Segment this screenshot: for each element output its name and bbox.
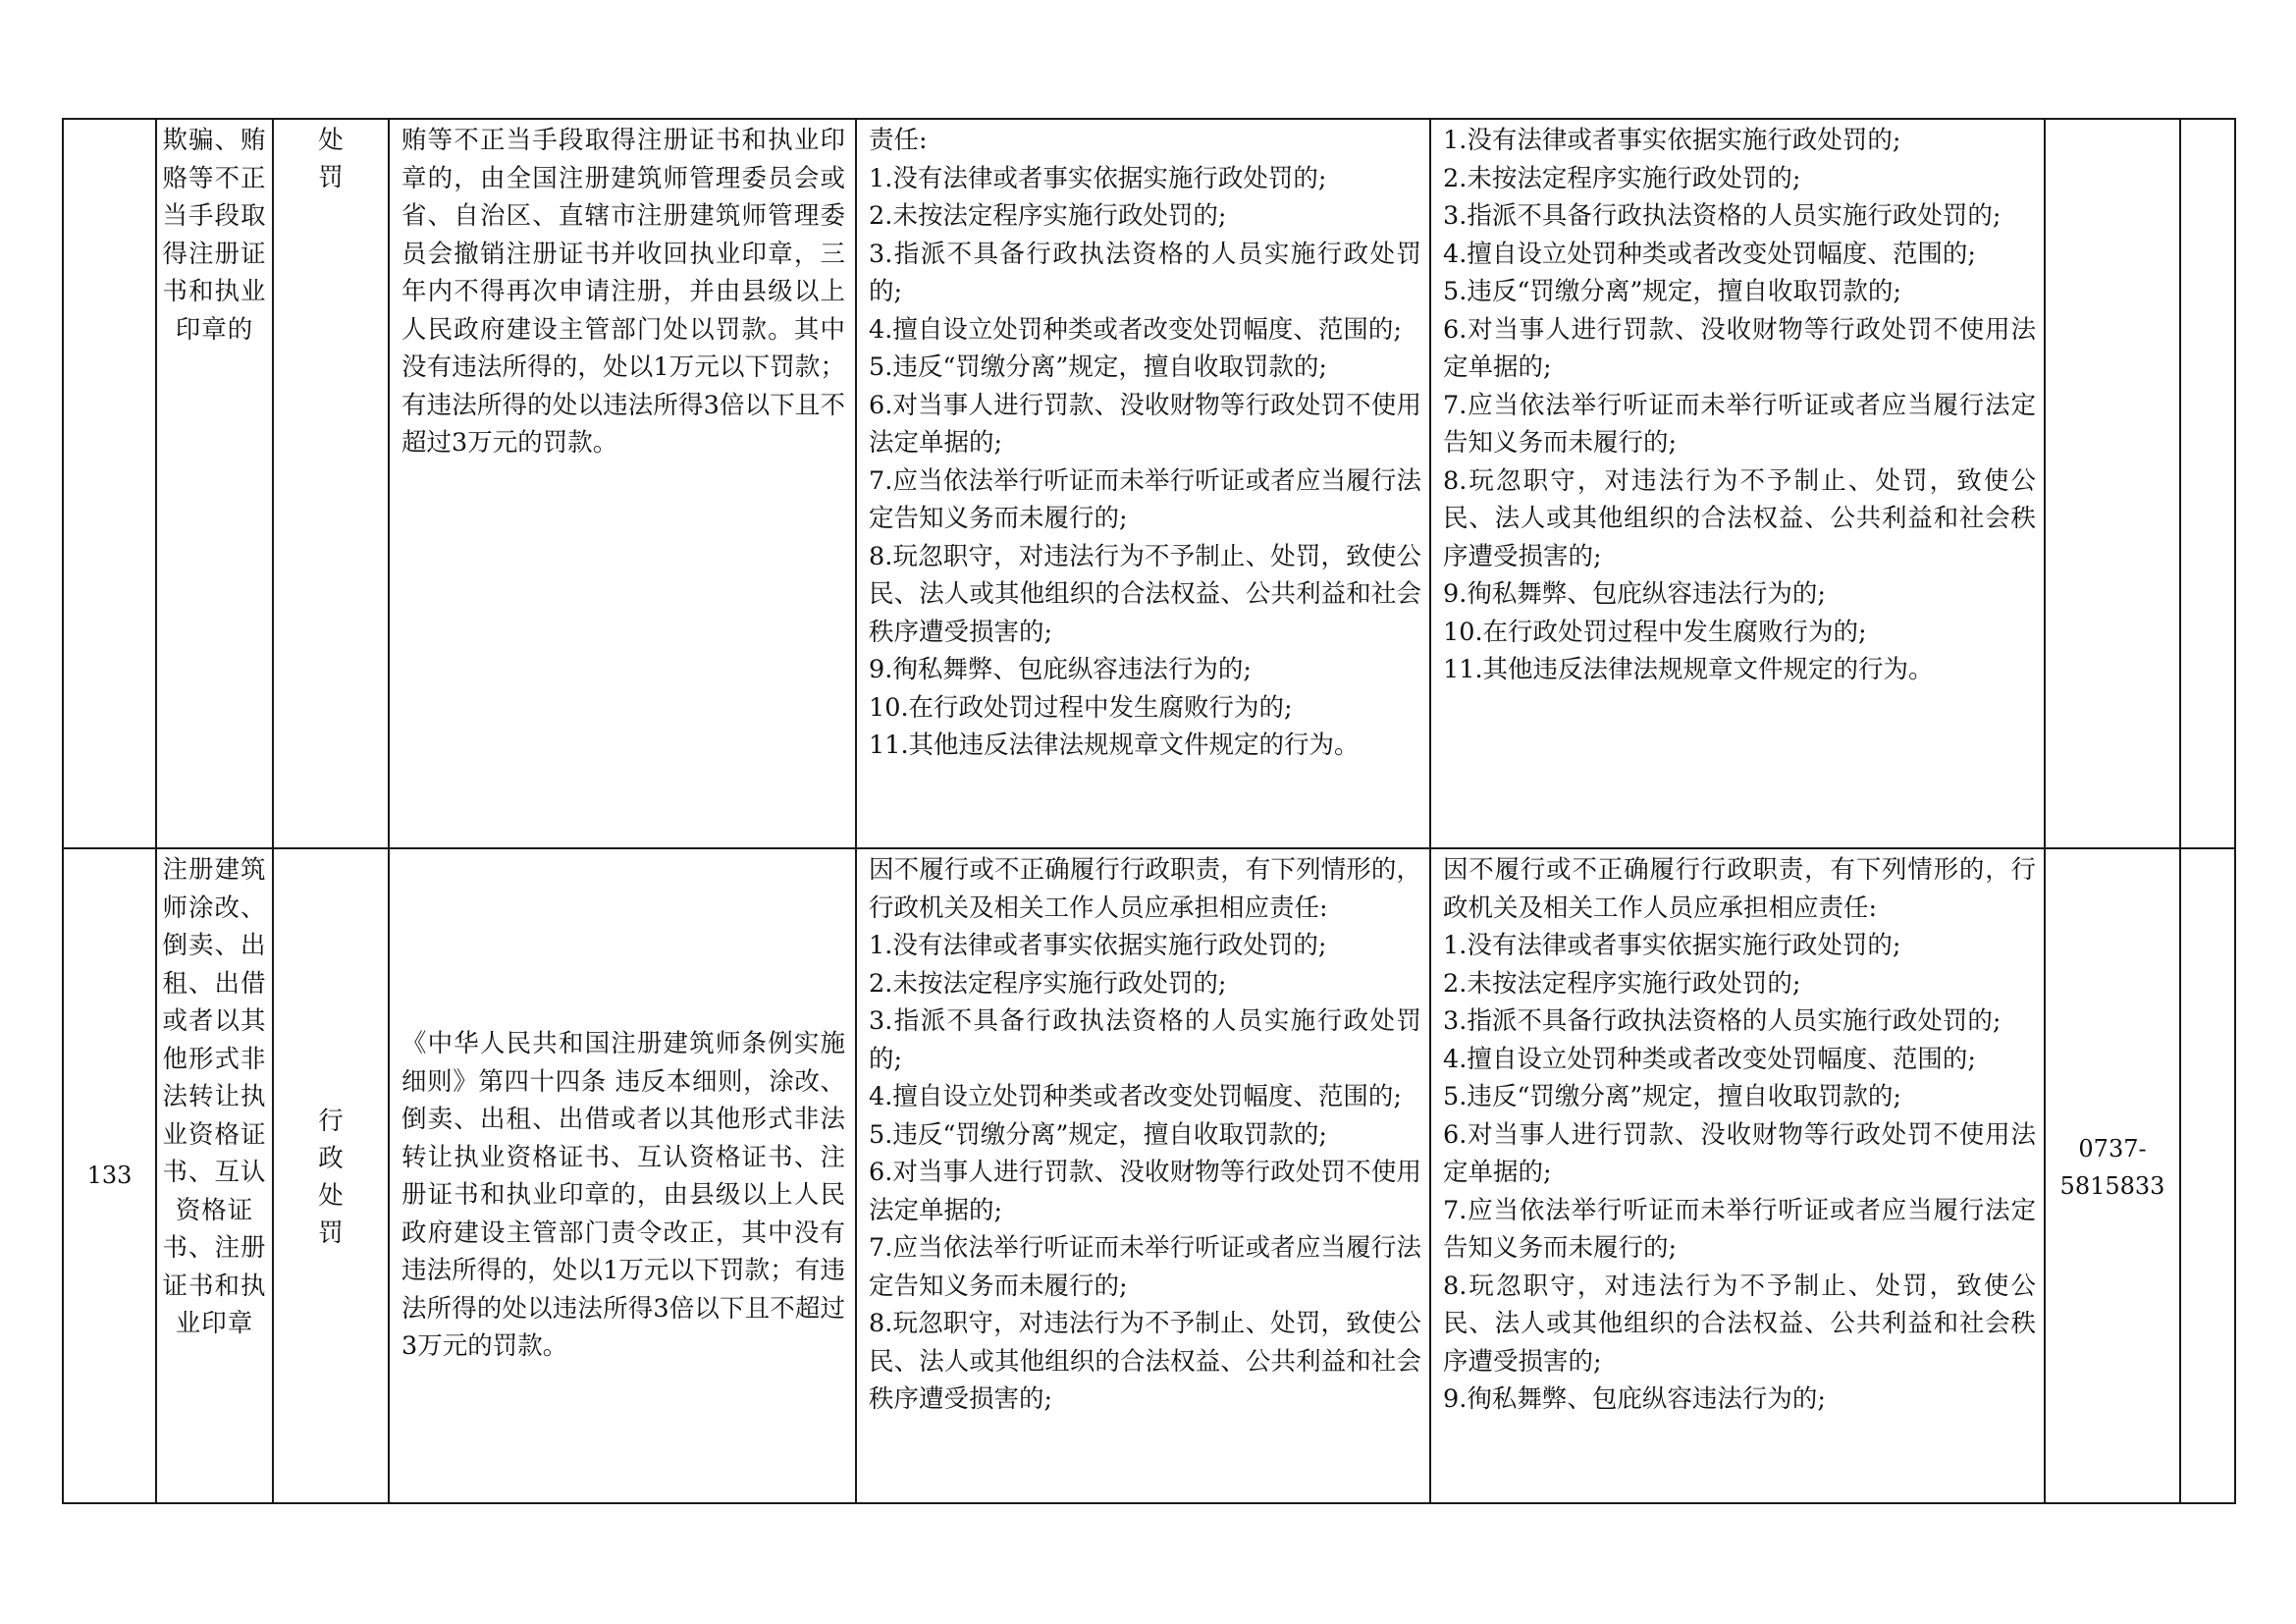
responsibility-line: 7.应当依法举行听证而未举行听证或者应当履行法定告知义务而未履行的; — [1443, 390, 2036, 458]
legal-basis: 贿等不正当手段取得注册证书和执业印章的，由全国注册建筑师管理委员会或省、自治区、直辖市注册建筑师管理委员会撤销注册证书并收回执业印章，三年内不得再次申请注册，并由县级以上人民政府建设主管部门处以罚款。其中没有违法所得的，处以1万元以下罚款；有违法所得的处以违法所得3倍以下且不超过3万元的罚款。 — [389, 119, 856, 848]
item-name-text: 注册建筑师涂改、倒卖、出租、出借或者以其他形式非法转让执业资格证书、互认资格证书、注册证书和执业印章 — [162, 855, 267, 1338]
responsibility-line: 6.对当事人进行罚款、没收财物等行政处罚不使用法定单据的; — [869, 1158, 1421, 1225]
responsibility-line: 7.应当依法举行听证而未举行听证或者应当履行法定告知义务而未履行的; — [869, 465, 1421, 533]
responsibility-line: 6.对当事人进行罚款、没收财物等行政处罚不使用法定单据的; — [869, 390, 1421, 458]
responsibility-line: 5.违反“罚缴分离”规定，擅自收取罚款的; — [1443, 1082, 1901, 1111]
remarks-cell — [2180, 848, 2235, 1503]
responsibility-line: 3.指派不具备行政执法资格的人员实施行政处罚的; — [1443, 201, 2002, 231]
responsibility-line: 8.玩忽职守，对违法行为不予制止、处罚，致使公民、法人或其他组织的合法权益、公共利益和社会秩序遭受损害的; — [869, 1309, 1421, 1414]
power-list-table — [62, 118, 2236, 1504]
responsibility-line: 9.徇私舞弊、包庇纵容违法行为的; — [1443, 579, 1826, 609]
responsibility-line: 2.未按法定程序实施行政处罚的; — [869, 968, 1227, 999]
responsibility-line: 7.应当依法举行听证而未举行听证或者应当履行法定告知义务而未履行的; — [1443, 1195, 2036, 1263]
responsibility-line: 责任: — [869, 126, 928, 155]
responsibility-line: 11.其他违反法律法规规章文件规定的行为。 — [1443, 655, 1934, 684]
responsibility-line: 3.指派不具备行政执法资格的人员实施行政处罚的; — [869, 1006, 1421, 1074]
responsibility-line: 1.没有法律或者事实依据实施行政处罚的; — [1443, 126, 1901, 155]
responsibility-line: 10.在行政处罚过程中发生腐败行为的; — [869, 692, 1293, 723]
item-type-text: 处罚 — [318, 126, 344, 192]
responsibility-line: 6.对当事人进行罚款、没收财物等行政处罚不使用法定单据的; — [1443, 314, 2036, 382]
legal-basis: 《中华人民共和国注册建筑师条例实施细则》第四十四条 违反本细则，涂改、倒卖、出租、出借或者以其他形式非法转让执业资格证书、互认资格证书、注册证书和执业印章的，由县级以上人民政府建设主管部门责令改正，其中没有违法所得的，处以1万元以下罚款；有违法所得的处以违法所得3倍以下且不超过3万元的罚款。 — [389, 848, 856, 1503]
item-type-text: 行政处罚 — [318, 1106, 344, 1248]
responsibility-line: 2.未按法定程序实施行政处罚的; — [1443, 968, 1801, 999]
responsibility-line: 2.未按法定程序实施行政处罚的; — [1443, 163, 1801, 193]
contact-phone: 0737-5815833 — [2045, 848, 2180, 1503]
table-row — [63, 119, 2235, 848]
responsibility-line: 7.应当依法举行听证而未举行听证或者应当履行法定告知义务而未履行的; — [869, 1233, 1421, 1301]
item-number: 133 — [63, 848, 156, 1503]
responsibility-list-b — [1430, 848, 2045, 1503]
responsibility-line: 10.在行政处罚过程中发生腐败行为的; — [1443, 617, 1867, 647]
responsibility-line: 1.没有法律或者事实依据实施行政处罚的; — [1443, 931, 1901, 960]
responsibility-line: 8.玩忽职守，对违法行为不予制止、处罚，致使公民、法人或其他组织的合法权益、公共利益和社会秩序遭受损害的; — [1443, 465, 2036, 571]
responsibility-line: 5.违反“罚缴分离”规定，擅自收取罚款的; — [869, 1119, 1327, 1150]
item-name-text: 欺骗、贿赂等不正当手段取得注册证书和执业印章的 — [162, 126, 267, 345]
contact-phone — [2045, 119, 2180, 848]
responsibility-line: 4.擅自设立处罚种类或者改变处罚幅度、范围的; — [869, 1082, 1402, 1111]
responsibility-line: 4.擅自设立处罚种类或者改变处罚幅度、范围的; — [1443, 239, 1976, 269]
responsibility-line: 1.没有法律或者事实依据实施行政处罚的; — [869, 931, 1327, 960]
remarks-cell — [2180, 119, 2235, 848]
responsibility-line: 3.指派不具备行政执法资格的人员实施行政处罚的; — [869, 239, 1421, 306]
responsibility-line: 4.擅自设立处罚种类或者改变处罚幅度、范围的; — [1443, 1044, 1976, 1074]
responsibility-line: 1.没有法律或者事实依据实施行政处罚的; — [869, 163, 1327, 193]
responsibility-list-a — [856, 848, 1430, 1503]
responsibility-line: 3.指派不具备行政执法资格的人员实施行政处罚的; — [1443, 1006, 2002, 1036]
responsibility-line: 8.玩忽职守，对违法行为不予制止、处罚，致使公民、法人或其他组织的合法权益、公共利益和社会秩序遭受损害的; — [869, 541, 1421, 647]
responsibility-line: 8.玩忽职守，对违法行为不予制止、处罚，致使公民、法人或其他组织的合法权益、公共利益和社会秩序遭受损害的; — [1443, 1271, 2036, 1377]
responsibility-line: 11.其他违反法律法规规章文件规定的行为。 — [869, 731, 1360, 760]
responsibility-line: 4.擅自设立处罚种类或者改变处罚幅度、范围的; — [869, 314, 1402, 345]
item-type — [273, 119, 389, 848]
item-name — [156, 848, 273, 1503]
responsibility-line: 5.违反“罚缴分离”规定，擅自收取罚款的; — [1443, 277, 1901, 306]
table-row — [63, 848, 2235, 1503]
item-name — [156, 119, 273, 848]
responsibility-line: 2.未按法定程序实施行政处罚的; — [869, 201, 1227, 231]
responsibility-line: 因不履行或不正确履行行政职责，有下列情形的，行政机关及相关工作人员应承担相应责任: — [869, 855, 1421, 923]
responsibility-line: 6.对当事人进行罚款、没收财物等行政处罚不使用法定单据的; — [1443, 1119, 2036, 1187]
responsibility-line: 9.徇私舞弊、包庇纵容违法行为的; — [869, 655, 1252, 684]
responsibility-line: 5.违反“罚缴分离”规定，擅自收取罚款的; — [869, 352, 1327, 382]
item-type — [273, 848, 389, 1503]
responsibility-list-a — [856, 119, 1430, 848]
responsibility-line: 因不履行或不正确履行行政职责，有下列情形的，行政机关及相关工作人员应承担相应责任: — [1443, 855, 2036, 923]
responsibility-list-b — [1430, 119, 2045, 848]
responsibility-line: 9.徇私舞弊、包庇纵容违法行为的; — [1443, 1384, 1826, 1414]
item-number — [63, 119, 156, 848]
